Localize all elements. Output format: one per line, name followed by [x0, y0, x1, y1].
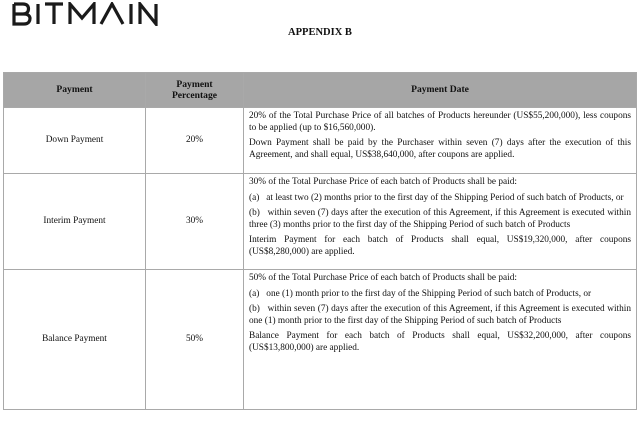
payment-name: Down Payment	[4, 108, 146, 174]
payment-schedule-table	[3, 72, 637, 410]
table-row-down-payment	[4, 108, 637, 174]
payment-date-cell	[244, 270, 637, 410]
payment-percentage: 50%	[146, 270, 244, 410]
table-header-row	[4, 73, 637, 108]
payment-date-paragraph: Interim Payment for each batch of Products shall equal, US$19,320,000, after coupons (US$8,280,000) are applied.	[249, 235, 631, 257]
column-header-payment-date: Payment Date	[244, 73, 637, 108]
payment-date-paragraph: Balance Payment for each batch of Products shall equal, US$32,200,000, after coupons (US$13,800,000) are applied.	[249, 331, 631, 353]
payment-percentage: 30%	[146, 174, 244, 270]
payment-date-paragraph: (a) at least two (2) months prior to the first day of the Shipping Period of such batch of Products, or	[249, 192, 624, 203]
table-row-balance-payment	[4, 270, 637, 410]
payment-date-paragraph: Down Payment shall be paid by the Purchaser within seven (7) days after the execution of this Agreement, and shall equal, US$38,640,000, after coupons are applied.	[249, 138, 631, 160]
payment-percentage: 20%	[146, 108, 244, 174]
payment-date-cell	[244, 108, 637, 174]
payment-date-paragraph: (a) one (1) month prior to the first day of the Shipping Period of such batch of Products, or	[249, 288, 592, 299]
payment-date-cell	[244, 174, 637, 270]
bitmain-logo-icon	[12, 2, 174, 26]
payment-name: Interim Payment	[4, 174, 146, 270]
column-header-payment: Payment	[4, 73, 146, 108]
page-title: APPENDIX B	[288, 27, 352, 38]
column-header-payment-percentage	[146, 73, 244, 108]
payment-date-paragraph: 50% of the Total Purchase Price of each batch of Products shall be paid:	[249, 273, 517, 283]
column-header-line: Percentage	[171, 90, 218, 101]
payment-date-paragraph: (b) within seven (7) days after the execution of this Agreement, if this Agreement is executed within one (1) month prior to the first day of the Shipping Period of such batch of Products	[249, 304, 634, 326]
payment-name: Balance Payment	[4, 270, 146, 410]
payment-date-paragraph: 20% of the Total Purchase Price of all batches of Products hereunder (US$55,200,000), less coupons to be applied (up to $16,560,000).	[249, 111, 631, 133]
column-header-line: Payment	[176, 78, 213, 90]
payment-date-paragraph: 30% of the Total Purchase Price of each batch of Products shall be paid:	[249, 177, 517, 187]
bitmain-logo	[12, 2, 174, 26]
table-row-interim-payment	[4, 174, 637, 270]
payment-date-paragraph: (b) within seven (7) days after the execution of this Agreement, if this Agreement is executed within three (3) months prior to the first day of the Shipping Period of such batch of Products	[249, 208, 634, 230]
